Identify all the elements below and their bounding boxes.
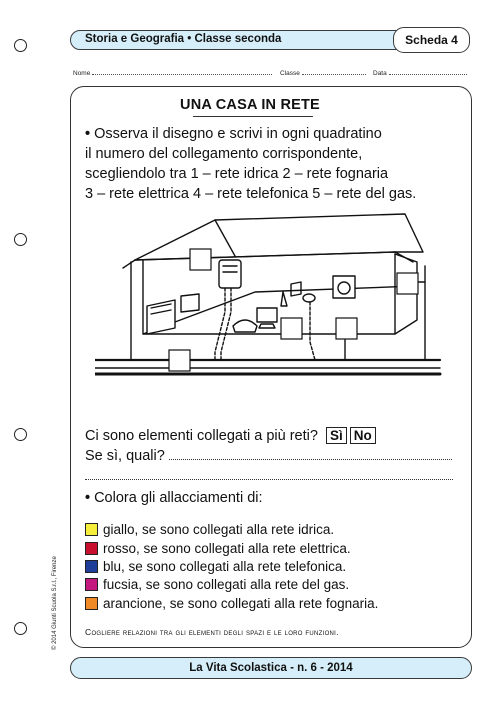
date-dots xyxy=(389,68,467,75)
scheda-badge: Scheda 4 xyxy=(393,27,470,53)
answer-box-5 xyxy=(169,350,190,371)
legend-row-red xyxy=(85,541,351,556)
swatch-fuchsia xyxy=(85,578,98,591)
followup-text: Se sì, quali? xyxy=(85,448,165,464)
answer-box-1 xyxy=(190,249,211,270)
swatch-orange xyxy=(85,597,98,610)
header-title: Storia e Geografia • Classe seconda xyxy=(85,33,282,45)
learning-objective: Cogliere relazioni tra gli elementi degli spazi e le loro funzioni. xyxy=(85,627,339,637)
question-text: Ci sono elementi collegati a più reti? xyxy=(85,428,318,444)
legend-text-yellow: giallo, se sono collegati alla rete idrica. xyxy=(103,522,335,537)
legend-text-fuchsia: fucsia, se sono collegati alla rete del gas. xyxy=(103,577,350,592)
instruction-line-1: • Osserva il disegno e scrivi in ogni quadratino xyxy=(85,126,382,142)
name-dots xyxy=(92,68,272,75)
date-label: Data xyxy=(373,70,387,77)
legend-row-yellow xyxy=(85,522,334,537)
answer-box-3 xyxy=(281,318,302,339)
answer-dots-1[interactable] xyxy=(169,459,452,460)
swatch-red xyxy=(85,542,98,555)
binder-hole-top xyxy=(14,39,27,52)
binder-hole-upper-middle xyxy=(14,233,27,246)
class-field[interactable] xyxy=(280,68,366,77)
footer-bar xyxy=(70,657,472,679)
legend-row-blue xyxy=(85,559,346,574)
bullet-icon: • xyxy=(85,126,91,142)
date-field[interactable] xyxy=(373,68,467,77)
question-line xyxy=(85,427,376,444)
yes-option[interactable]: Sì xyxy=(326,427,347,444)
instruction-line-2: il numero del collegamento corrispondente, xyxy=(85,146,363,162)
answer-box-2 xyxy=(397,273,418,294)
answer-box-4 xyxy=(336,318,357,339)
instruction-block xyxy=(85,124,465,204)
bullet-icon: • xyxy=(85,490,91,506)
instruction-line-4: 3 – rete elettrica 4 – rete telefonica 5 – rete del gas. xyxy=(85,186,417,202)
legend-text-red: rosso, se sono collegati alla rete elettrica. xyxy=(103,541,351,556)
class-label: Classe xyxy=(280,70,300,77)
legend-text-orange: arancione, se sono collegati alla rete fognaria. xyxy=(103,596,379,611)
legend-text-blue: blu, se sono collegati alla rete telefonica. xyxy=(103,559,347,574)
binder-hole-bottom xyxy=(14,622,27,635)
name-label: Nome xyxy=(73,70,91,77)
binder-hole-lower-middle xyxy=(14,428,27,441)
exercise-title: UNA CASA IN RETE xyxy=(180,97,320,113)
footer-text: La Vita Scolastica - n. 6 - 2014 xyxy=(189,662,353,674)
instruction-line-3: scegliendolo tra 1 – rete idrica 2 – rete fognaria xyxy=(85,166,389,182)
name-field[interactable] xyxy=(73,68,272,77)
no-option[interactable]: No xyxy=(350,427,376,444)
class-dots xyxy=(302,68,366,75)
house-network-illustration xyxy=(95,202,445,382)
copyright: © 2014 Giunti Scuola S.r.l., Firenze xyxy=(52,556,58,650)
followup-line xyxy=(85,448,452,464)
answer-dots-2[interactable] xyxy=(85,479,453,480)
swatch-blue xyxy=(85,560,98,573)
title-underline xyxy=(193,116,313,117)
swatch-yellow xyxy=(85,523,98,536)
answer-line-2[interactable] xyxy=(85,468,453,484)
legend-row-orange xyxy=(85,596,378,611)
legend-row-fuchsia xyxy=(85,577,349,592)
color-instruction: • Colora gli allacciamenti di: xyxy=(85,490,263,506)
